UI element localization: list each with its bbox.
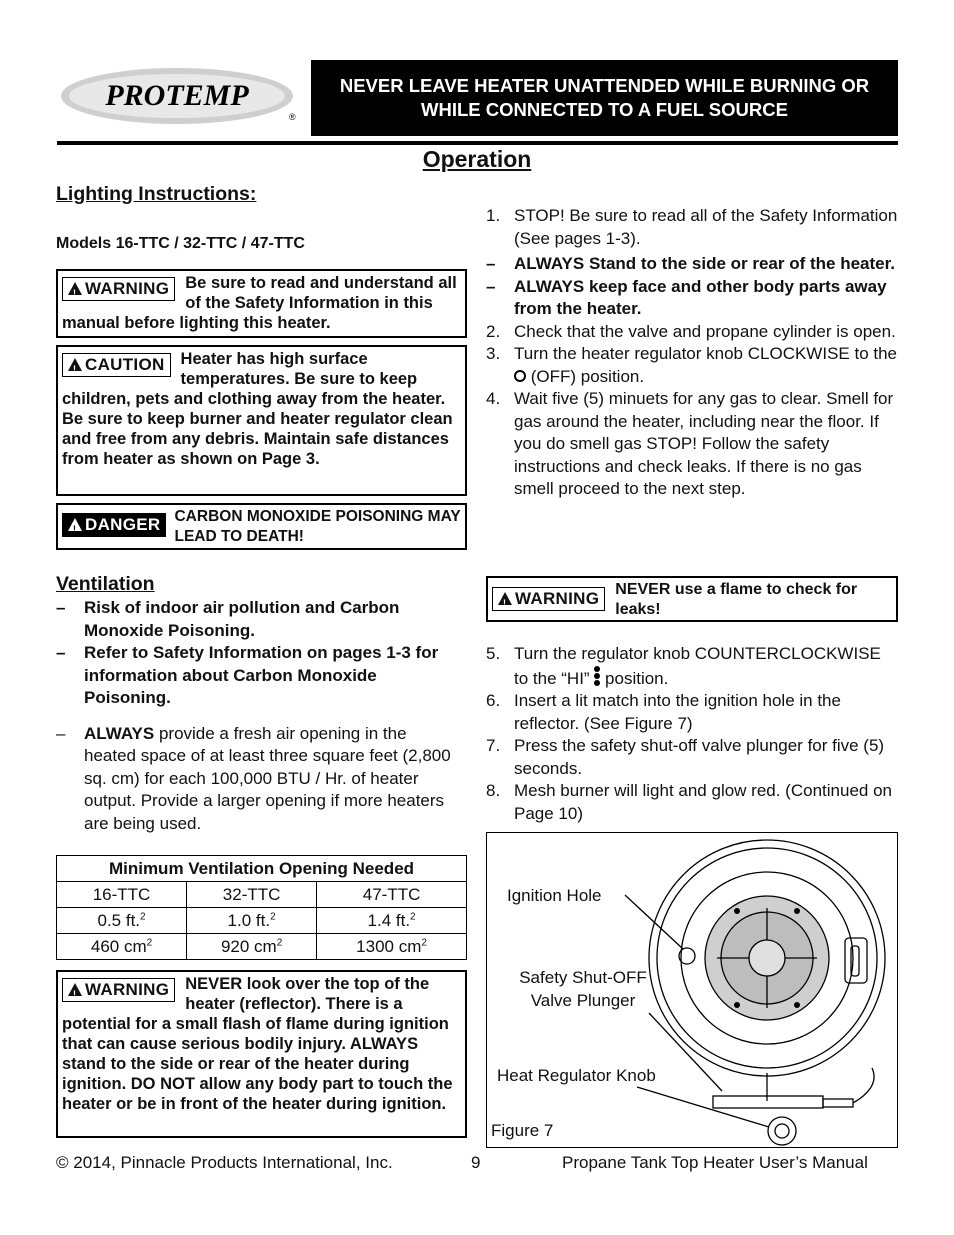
list-item: – ALWAYS keep face and other body parts away from the heater.	[486, 276, 887, 318]
list-item: 4. Wait five (5) minuets for any gas to clear. Smell for gas around the heater, including near the floor. If you do smell gas STOP! Follow the safety instructions and check leaks. If there is no gas smell proceed to the next step.	[486, 389, 894, 498]
brand-logo	[57, 60, 305, 132]
ventilation-list	[56, 597, 456, 835]
list-item: – Risk of indoor air pollution and Carbon Monoxide Poisoning.	[56, 598, 400, 640]
table-caption: Minimum Ventilation Opening Needed	[57, 856, 467, 882]
ventilation-heading: Ventilation	[56, 573, 155, 595]
table-row: 460 $cm^2$ 920 $cm^2$ 1300 $cm^2$	[57, 934, 467, 960]
list-item: 6. Insert a lit match into the ignition hole in the reflector. (See Figure 7)	[486, 691, 841, 733]
list-item: 7. Press the safety shut-off valve plunger for five (5) seconds.	[486, 736, 885, 778]
logo-wordmark: PROTEMP	[105, 79, 249, 112]
warning-notice-leaks: !WARNING NEVER use a flame to check for leaks!	[486, 576, 898, 622]
list-item: – ALWAYS Stand to the side or rear of the heater.	[486, 254, 896, 273]
warning-triangle-icon	[68, 518, 82, 531]
svg-text:®: ®	[289, 112, 296, 122]
list-item: 2. Check that the valve and propane cylinder is open.	[486, 321, 896, 341]
page-title: Operation	[422, 146, 532, 172]
footer-copyright: © 2014, Pinnacle Products International, Inc.	[56, 1153, 393, 1172]
warning-triangle-icon	[68, 358, 82, 371]
warning-badge: !WARNING	[62, 978, 175, 1002]
steps-list-a	[486, 205, 898, 501]
warning-badge: !WARNING	[492, 587, 605, 611]
models-line: Models 16-TTC / 32-TTC / 47-TTC	[56, 235, 305, 252]
list-item: 8. Mesh burner will light and glow red. (Continued on Page 10)	[486, 781, 892, 823]
figure-7	[486, 832, 898, 1148]
plunger-label: Safety Shut-OFF Valve Plunger	[519, 968, 647, 1010]
list-item: 5. Turn the regulator knob COUNTERCLOCKWISE to the “HI” position.	[486, 644, 881, 688]
safety-banner: NEVER LEAVE HEATER UNATTENDED WHILE BURNING OR WHILE CONNECTED TO A FUEL SOURCE	[311, 60, 898, 136]
list-item: – ALWAYS provide a fresh air opening in the heated space of at least three square feet (2,800 sq. cm) for each 100,000 BTU / Hr. of heater output. Provide a larger opening if more heaters are being used.	[56, 723, 451, 833]
list-item: – Refer to Safety Information on pages 1-3 for information about Carbon Monoxide Poisoning.	[56, 643, 439, 707]
header-rule	[57, 141, 898, 145]
off-symbol-icon	[514, 370, 526, 382]
page-number: 9	[471, 1153, 481, 1172]
steps-list-b	[486, 643, 898, 825]
lighting-heading: Lighting Instructions:	[56, 183, 257, 205]
list-item: 3. Turn the heater regulator knob CLOCKWISE to the (OFF) position.	[486, 344, 898, 386]
warning-triangle-icon	[68, 282, 82, 295]
footer-manual-title: Propane Tank Top Heater User’s Manual	[562, 1153, 868, 1172]
warning-triangle-icon	[498, 592, 512, 605]
warning-triangle-icon	[68, 983, 82, 996]
warning-notice-read: !WARNING Be sure to read and understand all of the Safety Information in this manual before lighting this heater.	[56, 269, 467, 338]
danger-badge: !DANGER	[62, 513, 166, 537]
danger-notice: !DANGER CARBON MONOXIDE POISONING MAY LEAD TO DEATH!	[56, 503, 467, 550]
list-item: 1. STOP! Be sure to read all of the Safety Information (See pages 1-3).	[486, 206, 898, 248]
ignition-hole-label: Ignition Hole	[507, 886, 602, 905]
ventilation-table	[56, 855, 467, 960]
caution-notice: !CAUTION Heater has high surface temperatures. Be sure to keep children, pets and clothing away from the heater. Be sure to keep burner and heater regulator clean and free from any debris. Maintain safe distances from heater as shown on Page 3.	[56, 345, 467, 496]
figure-caption: Figure 7	[491, 1121, 554, 1140]
warning-badge: !WARNING	[62, 277, 175, 301]
caution-badge: !CAUTION	[62, 353, 171, 377]
table-row: 0.5 ft.$^2$ 1.0 ft.$^2$ 1.4 ft.$^2$	[57, 908, 467, 934]
warning-notice-reflector: !WARNING NEVER look over the top of the heater (reflector). There is a potential for a small flash of flame during ignition that can cause serious bodily injury. ALWAYS stand to the side or rear of the heater during ignition. DO NOT allow any body part to touch the heater or be in front of the heater during ignition.	[56, 970, 467, 1138]
regulator-knob-label: Heat Regulator Knob	[497, 1066, 656, 1085]
table-row: 16-TTC 32-TTC 47-TTC	[57, 882, 467, 908]
